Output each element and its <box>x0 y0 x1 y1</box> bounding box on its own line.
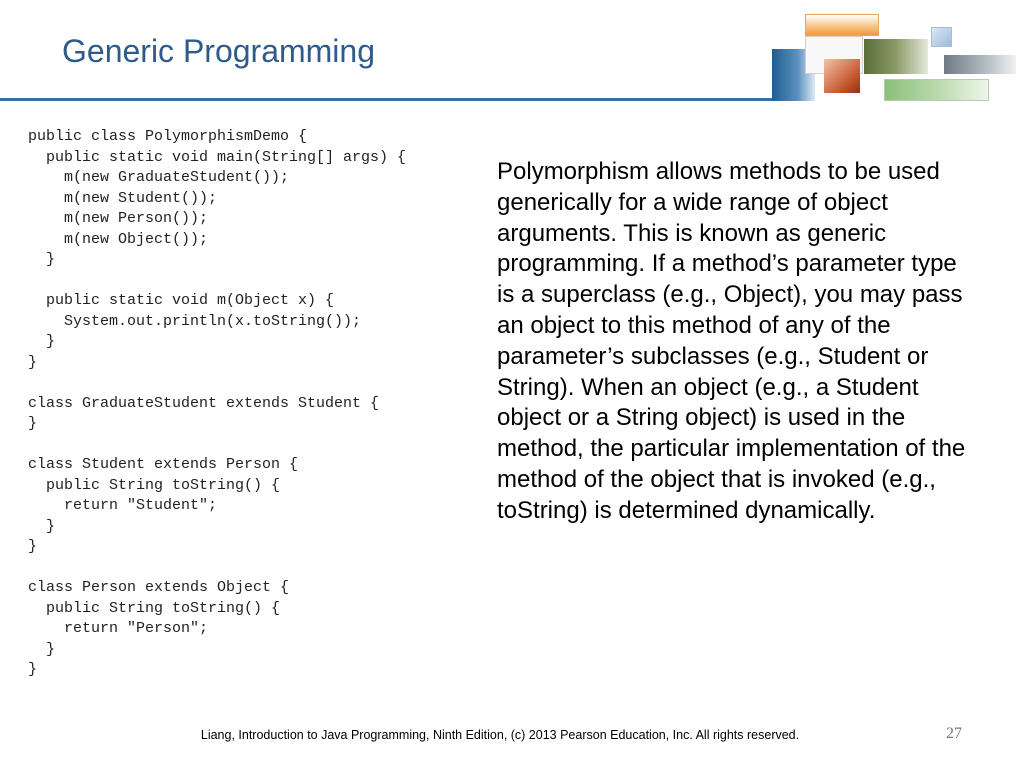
title-underline <box>0 98 775 101</box>
deco-gray-block <box>944 55 1016 74</box>
deco-green-block <box>864 39 928 74</box>
page-number: 27 <box>946 725 962 742</box>
deco-lightblue-square <box>931 27 952 47</box>
slide-title: Generic Programming <box>62 33 375 69</box>
deco-red-block <box>824 59 860 93</box>
deco-orange-block <box>805 14 879 36</box>
footer-copyright: Liang, Introduction to Java Programming, Ninth Edition, (c) 2013 Pearson Education, Inc. All rights reserved. <box>200 728 800 742</box>
deco-lightgreen-block <box>884 79 989 101</box>
code-listing: public class PolymorphismDemo { public static void main(String[] args) { m(new GraduateStudent()); m(new Student()); m(new Person()); m(new Object()); } public static void m(Object x) { System.out.println(x.toString()); } } class GraduateStudent extends Student { } class Student extends Person { public String toString() { return "Student"; } } class Person extends Object { public String toString() { return "Person"; } } <box>28 128 407 678</box>
description-text: Polymorphism allows methods to be used generically for a wide range of object arguments. This is known as generic programming. If a method’s parameter type is a superclass (e.g., Object), you may pass an object to this method of any of the parameter’s subclasses (e.g., Student or String). When an object (e.g., a Student object or a String object) is used in the method, the particular implementation of the method of the object that is invoked (e.g., toString) is determined dynamically. <box>497 158 966 524</box>
